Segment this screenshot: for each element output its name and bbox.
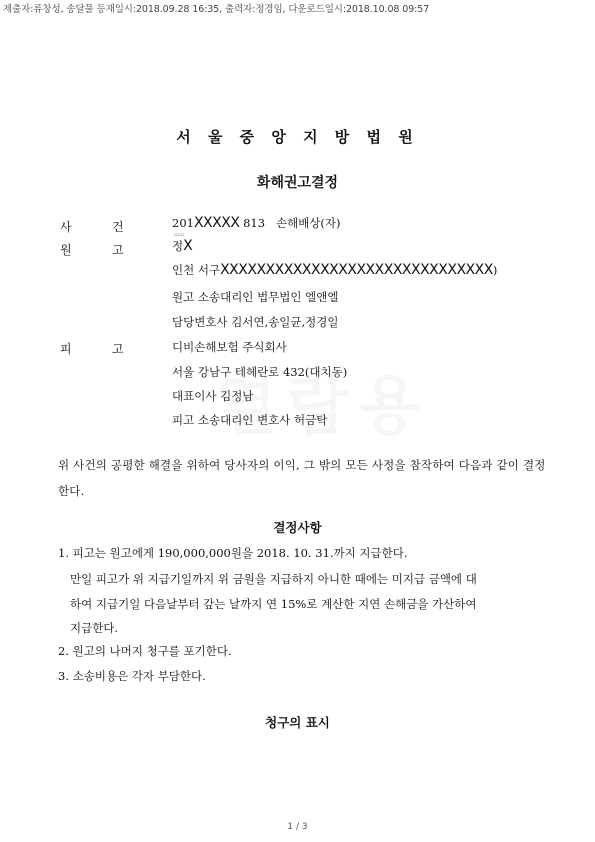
decision-item-3: 3. 소송비용은 각자 부담한다. — [58, 669, 206, 683]
plaintiff-name-prefix: 정 — [172, 239, 184, 253]
plaintiff-address-redacted: XXXXXXXXXXXXXXXXXXXXXXXXXXXXXX — [220, 262, 493, 278]
defendant-label-first: 피 — [60, 342, 72, 356]
court-name: 서 울 중 앙 지 방 법 원 — [176, 128, 419, 146]
case-number-suffix: 813 — [243, 216, 266, 230]
print-metadata-header: 제출자:류창성, 송달물 등재일시:2018.09.28 16:35, 출력자:정경임, 다운로드일시:2018.10.08 09:57 — [3, 4, 430, 15]
decision-item-1: 1. 피고는 원고에게 190,000,000원을 2018. 10. 31.까지 지급한다. — [58, 546, 408, 560]
case-number-prefix: 201 — [172, 216, 194, 230]
plaintiff-attorneys: 담당변호사 김서연,송일균,정경일 — [172, 315, 339, 329]
decision-item-1-cont-3: 지급한다. — [70, 621, 119, 635]
case-number — [172, 215, 341, 231]
decision-item-1-cont-2: 하여 지급기일 다음날부터 갚는 날까지 연 15%로 계산한 지연 손해금을 가산하여 — [70, 597, 477, 611]
case-label-first: 사 — [60, 220, 72, 234]
defendant-address: 서울 강남구 테헤란로 432(대치동) — [172, 365, 348, 379]
defendant-ceo: 대표이사 김정남 — [172, 389, 254, 403]
plaintiff-address-suffix: ) — [492, 263, 498, 277]
decision-item-2: 2. 원고의 나머지 청구를 포기한다. — [58, 644, 232, 658]
case-label-second: 건 — [112, 220, 124, 234]
case-name: 손해배상(자) — [276, 216, 341, 230]
defendant-name: 디비손해보험 주식회사 — [172, 340, 287, 354]
plaintiff-label-second: 고 — [112, 243, 124, 257]
plaintiff-name-redacted: X — [183, 238, 193, 254]
plaintiff-name — [172, 238, 192, 254]
redaction-mark: ▫▫▫ — [174, 232, 185, 238]
claim-title: 청구의 표시 — [265, 715, 330, 730]
plaintiff-label-first: 원 — [60, 243, 72, 257]
defendant-label-second: 고 — [112, 342, 124, 356]
defendant-counsel: 피고 소송대리인 변호사 허금탁 — [172, 413, 328, 427]
page-number: 1 / 3 — [287, 822, 308, 832]
plaintiff-address — [172, 262, 497, 278]
decision-item-1-cont-1: 만일 피고가 위 지급기일까지 위 금원을 지급하지 아니한 때에는 미지급 금액에 대 — [70, 572, 477, 586]
plaintiff-counsel: 원고 소송대리인 법무법인 엘앤엘 — [172, 290, 339, 304]
document-title: 화해권고결정 — [256, 175, 339, 191]
intro-paragraph: 위 사건의 공평한 해결을 위하여 당사자의 이익, 그 밖의 모든 사정을 참작하여 다음과 같이 결정한다. — [58, 458, 546, 498]
decision-title: 결정사항 — [273, 520, 322, 535]
plaintiff-address-prefix: 인천 서구 — [172, 263, 221, 277]
case-number-redacted: XXXXX — [193, 215, 240, 231]
